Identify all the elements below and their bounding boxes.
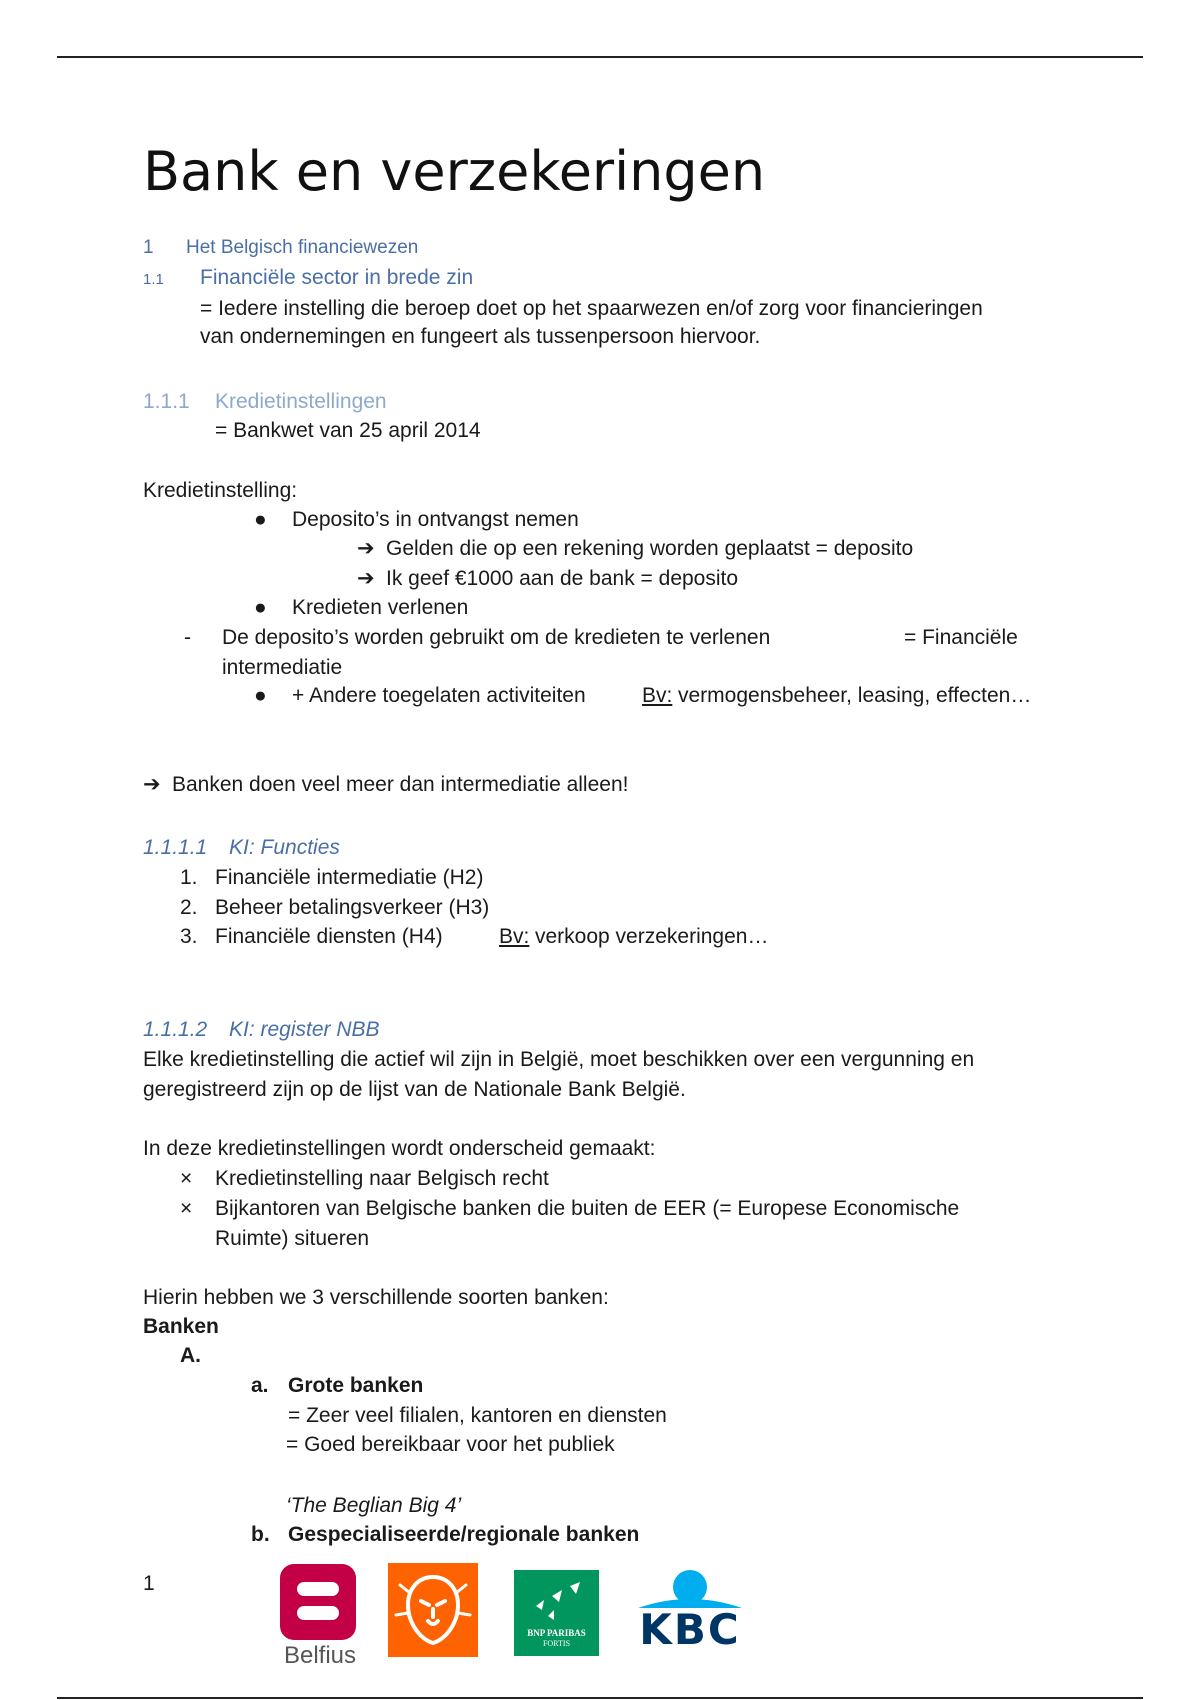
- bv-text: vermogensbeheer, leasing, effecten…: [678, 684, 1032, 707]
- register-x2-line-2: Ruimte) situeren: [215, 1227, 370, 1250]
- register-x1: Kredietinstelling naar Belgisch recht: [215, 1167, 549, 1190]
- ki-dash-right: = Financiële: [904, 626, 1018, 649]
- bullet-icon: ●: [254, 596, 267, 619]
- page-number: 1: [143, 1572, 155, 1595]
- list-item: Financiële diensten (H4): [215, 925, 443, 948]
- bv-text: verkoop verzekeringen…: [535, 925, 769, 948]
- list-letter-A: A.: [180, 1344, 201, 1367]
- ki-bullet-1: Deposito’s in ontvangst nemen: [292, 508, 579, 531]
- list-item-number: 2.: [180, 896, 198, 919]
- register-p3: Hierin hebben we 3 verschillende soorten banken:: [143, 1286, 609, 1309]
- kbc-wordmark: KBC: [639, 1605, 741, 1654]
- register-p2: In deze kredietinstellingen wordt onderscheid gemaakt:: [143, 1137, 656, 1160]
- heading-functies: KI: Functies: [229, 836, 340, 859]
- ki-dash-line-2: intermediatie: [222, 656, 343, 679]
- list-item-number: 1.: [180, 866, 198, 889]
- heading-1-1-number: 1.1: [143, 271, 164, 288]
- bankwet-text: = Bankwet van 25 april 2014: [215, 419, 481, 442]
- page-title: Bank en verzekeringen: [143, 140, 766, 203]
- grote-banken: Grote banken: [288, 1374, 424, 1397]
- cross-icon: ×: [180, 1197, 193, 1220]
- ing-logo: [388, 1563, 478, 1657]
- heading-1-number: 1: [143, 237, 154, 258]
- register-p1-line-2: geregistreerd zijn op de lijst van de Nationale Bank België.: [143, 1078, 686, 1101]
- ki-label: Kredietinstelling:: [143, 479, 298, 502]
- belfius-logo: [278, 1562, 358, 1670]
- ing-lion-icon: [388, 1563, 478, 1657]
- top-rule: [57, 56, 1143, 58]
- list-item: Beheer betalingsverkeer (H3): [215, 896, 490, 919]
- gespecialiseerde-banken: Gespecialiseerde/regionale banken: [288, 1523, 640, 1546]
- bottom-rule: [57, 1697, 1143, 1699]
- heading-1-1: Financiële sector in brede zin: [200, 266, 474, 289]
- list-letter-b: b.: [251, 1523, 270, 1546]
- kbc-logo: [634, 1570, 746, 1654]
- heading-register-number: 1.1.1.2: [143, 1018, 208, 1041]
- arrow-right-icon: ➔: [357, 567, 375, 590]
- bnp-paribas-fortis-logo: [514, 1570, 599, 1656]
- heading-1-1-1: Kredietinstellingen: [215, 390, 387, 413]
- heading-1-1-1-number: 1.1.1: [143, 390, 190, 413]
- banken-heading: Banken: [143, 1315, 219, 1338]
- bv-label: Bv:: [642, 684, 673, 707]
- belfius-mark-icon: [278, 1562, 358, 1642]
- list-item: Financiële intermediatie (H2): [215, 866, 484, 889]
- definition-line-1: = Iedere instelling die beroep doet op het spaarwezen en/of zorg voor financieringen: [200, 297, 983, 320]
- register-x2-line-1: Bijkantoren van Belgische banken die buiten de EER (= Europese Economische: [215, 1197, 960, 1220]
- ki-bullet-3: + Andere toegelaten activiteiten: [292, 684, 586, 707]
- arrow-right-icon: ➔: [143, 773, 161, 796]
- bullet-icon: ●: [254, 508, 267, 531]
- bnp-wordmark-line-1: BNP PARIBAS: [527, 1628, 586, 1638]
- grote-banken-def-2: = Goed bereikbaar voor het publiek: [286, 1433, 615, 1456]
- definition-line-2: van ondernemingen en fungeert als tussenpersoon hiervoor.: [200, 325, 761, 348]
- ki-arrow-1: Gelden die op een rekening worden geplaatst = deposito: [386, 537, 914, 560]
- ki-dash-line-1: De deposito’s worden gebruikt om de kredieten te verlenen: [222, 626, 771, 649]
- arrow-right-icon: ➔: [357, 537, 375, 560]
- big-4-caption: ‘The Beglian Big 4’: [286, 1494, 462, 1517]
- belfius-wordmark: Belfius: [283, 1642, 357, 1669]
- bnp-wordmark-line-2: FORTIS: [542, 1639, 571, 1648]
- list-letter-a: a.: [251, 1374, 269, 1397]
- bv-label: Bv:: [499, 925, 530, 948]
- ki-conclusion: Banken doen veel meer dan intermediatie alleen!: [172, 773, 629, 796]
- heading-register: KI: register NBB: [229, 1018, 380, 1041]
- ki-arrow-2: Ik geef €1000 aan de bank = deposito: [386, 567, 739, 590]
- dash-icon: -: [184, 626, 191, 649]
- heading-functies-number: 1.1.1.1: [143, 836, 208, 859]
- register-p1-line-1: Elke kredietinstelling die actief wil zijn in België, moet beschikken over een vergunning en: [143, 1048, 975, 1071]
- ki-bullet-2: Kredieten verlenen: [292, 596, 469, 619]
- list-item-number: 3.: [180, 925, 198, 948]
- kbc-figure-icon: [634, 1570, 746, 1610]
- grote-banken-def-1: = Zeer veel filialen, kantoren en diensten: [288, 1404, 667, 1427]
- bullet-icon: ●: [254, 684, 267, 707]
- cross-icon: ×: [180, 1167, 193, 1190]
- heading-1: Het Belgisch financiewezen: [186, 237, 419, 258]
